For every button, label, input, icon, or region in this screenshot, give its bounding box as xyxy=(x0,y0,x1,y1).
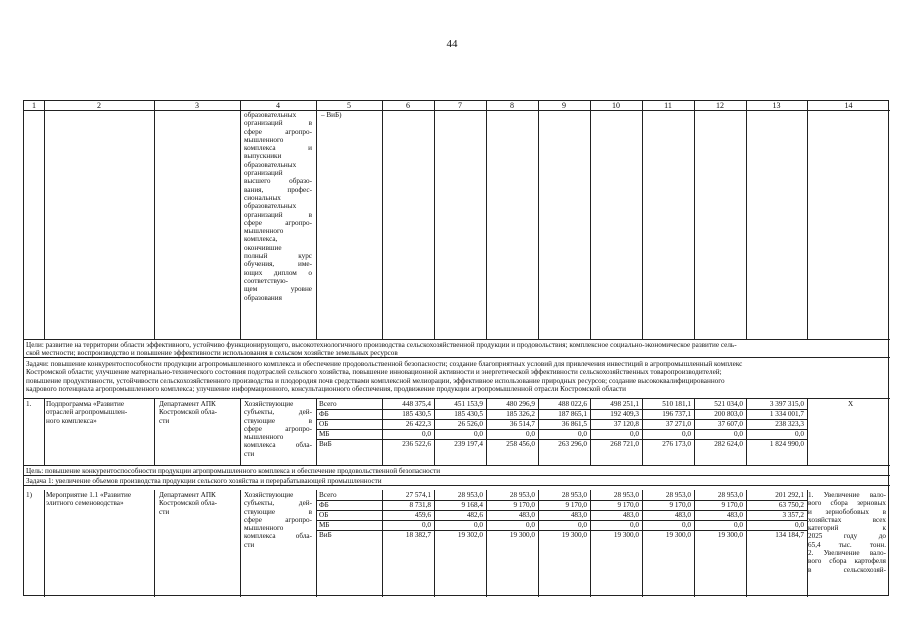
column-rule xyxy=(316,490,317,597)
subprogram-value-cell: 187 865,1 xyxy=(558,410,587,418)
subprogram-value-cell: 510 181,1 xyxy=(662,400,691,408)
measure-value-cell: 0,0 xyxy=(578,521,587,529)
column-rule xyxy=(154,490,155,597)
measure-source-0: Всего xyxy=(319,491,337,499)
measure-value-cell: 201 292,1 xyxy=(775,491,804,499)
subprogram-value-cell: 3 397 315,0 xyxy=(769,400,804,408)
measure-value-cell: 482,6 xyxy=(466,511,483,519)
measure-value-cell: 459,6 xyxy=(414,511,431,519)
measure-value-cell: 483,0 xyxy=(726,511,743,519)
measure-value-cell: 483,0 xyxy=(518,511,535,519)
measure-executor: Департамент АПК Костромской обла- сти xyxy=(159,491,218,516)
table-rule xyxy=(24,475,890,476)
subprogram-value-cell: 0,0 xyxy=(526,430,535,438)
subprogram-value-cell: 196 737,1 xyxy=(662,410,691,418)
program-table xyxy=(23,100,889,596)
column-rule xyxy=(154,399,155,465)
column-rule xyxy=(807,101,808,339)
measure-value-cell: 63 750,2 xyxy=(778,501,804,509)
measure-value-cell: 28 953,0 xyxy=(717,491,743,499)
column-rule xyxy=(382,101,383,339)
measure-value-cell: 8 731,8 xyxy=(409,501,431,509)
column-header-1: 1 xyxy=(32,101,36,110)
measure-value-cell: 0,0 xyxy=(526,521,535,529)
subprogram-source-4: ВиБ xyxy=(319,440,332,448)
column-header-4: 4 xyxy=(276,101,280,110)
subprogram-value-cell: 185 430,5 xyxy=(402,410,431,418)
measure-source-1: ФБ xyxy=(319,501,329,509)
subprogram-value-cell: 26 422,3 xyxy=(405,420,431,428)
column-rule xyxy=(642,101,643,339)
subprogram-value-cell: 521 034,0 xyxy=(714,400,743,408)
measure-value-cell: 19 300,0 xyxy=(561,531,587,539)
measure-source-2: ОБ xyxy=(319,511,329,519)
table-rule xyxy=(24,485,890,486)
subprogram-value-cell: 37 120,8 xyxy=(613,420,639,428)
task-1-text: Задача 1: увеличение объемов производства продукции сельского хозяйства и перерабатывающей промышленности xyxy=(26,477,382,485)
column-header-8: 8 xyxy=(510,101,514,110)
indicator-text-continued: образовательных организаций в сфере агропро- мышленного комплекса и выпускники образовательных организаций высшего образо- вания, профес- сиональных образовательных организаций в сфере агропро- мышленного комплекса, окончившие полный курс обучения, име- ющих диплом о соответствую- щем уровне образования xyxy=(244,111,312,302)
column-header-10: 10 xyxy=(612,101,620,110)
subprogram-value-cell: 0,0 xyxy=(682,430,691,438)
measure-value-cell: 483,0 xyxy=(570,511,587,519)
measure-value-cell: 9 170,0 xyxy=(565,501,587,509)
subprogram-value-cell: 0,0 xyxy=(795,430,804,438)
subprogram-value-cell: 0,0 xyxy=(422,430,431,438)
column-rule xyxy=(44,490,45,597)
subprogram-executor: Департамент АПК Костромской обла- сти xyxy=(159,400,218,425)
subprogram-value-cell: 0,0 xyxy=(630,430,639,438)
column-header-14: 14 xyxy=(844,101,853,110)
subprogram-value-cell: 268 721,0 xyxy=(610,440,639,448)
measure-value-cell: 9 168,4 xyxy=(461,501,483,509)
column-rule xyxy=(240,490,241,597)
measure-value-cell: 19 302,0 xyxy=(457,531,483,539)
subprogram-value-cell: 263 296,0 xyxy=(558,440,587,448)
measure-source-4: ВиБ xyxy=(319,531,332,539)
subprogram-value-cell: 185 326,2 xyxy=(506,410,535,418)
column-header-9: 9 xyxy=(562,101,566,110)
measure-name: Мероприятие 1.1 «Развитие элитного семеноводства» xyxy=(46,491,132,508)
column-header-13: 13 xyxy=(772,101,781,110)
subprogram-value-cell: 192 409,3 xyxy=(610,410,639,418)
measure-value-cell: 18 382,7 xyxy=(405,531,431,539)
subprogram-value-cell: 480 296,9 xyxy=(506,400,535,408)
subprogram-value-cell: 451 153,9 xyxy=(454,400,483,408)
subprogram-value-cell: 1 334 001,7 xyxy=(769,410,804,418)
measure-value-cell: 9 170,0 xyxy=(513,501,535,509)
table-rule xyxy=(24,465,890,466)
measure-value-cell: 0,0 xyxy=(734,521,743,529)
tasks-text: Задачи: повышение конкурентоспособности продукции агропромышленного комплекса и обеспечение продовольственной безопасности; создание благоприятных условий для привлечения инвестиций в агропромышленный комплекс Костромской области; улучшение материально-технического состояния подотраслей сельского хозяйства, повышение инновационной активности и энергетической эффективности сельскохозяйственных товаропроизводителей; повышение продуктивности, устойчивости сельскохозяйственного производства и плодородия почв средствами комплексной мелиорации, эффективное использование природных ресурсов; создание высококвалифицированного кадрового потенциала агропромышленного комплекса; улучшение информационного, консультационного обеспечения, продвижение продукции агропромышленной отрасли Костромской области xyxy=(26,360,743,393)
measure-value-cell: 483,0 xyxy=(622,511,639,519)
measure-value-cell: 28 953,0 xyxy=(457,491,483,499)
subprogram-value-cell: 0,0 xyxy=(474,430,483,438)
column-header-6: 6 xyxy=(406,101,410,110)
measure-value-cell: 19 300,0 xyxy=(717,531,743,539)
column-rule xyxy=(590,101,591,339)
column-header-2: 2 xyxy=(97,101,101,110)
measure-value-cell: 9 170,0 xyxy=(669,501,691,509)
subprogram-value-cell: 0,0 xyxy=(578,430,587,438)
subprogram-value-cell: 185 430,5 xyxy=(454,410,483,418)
column-rule xyxy=(486,101,487,339)
column-rule xyxy=(807,490,808,597)
subprogram-value-cell: 36 861,5 xyxy=(561,420,587,428)
column-header-12: 12 xyxy=(716,101,724,110)
subprogram-number: 1. xyxy=(26,400,32,408)
column-rule xyxy=(746,101,747,339)
measure-value-cell: 9 170,0 xyxy=(617,501,639,509)
measure-value-cell: 28 953,0 xyxy=(561,491,587,499)
subprogram-value-cell: 498 251,1 xyxy=(610,400,639,408)
subprogram-value-cell: 26 526,0 xyxy=(457,420,483,428)
measure-expected-result: 1. Увеличение вало- вого сбора зерновых и зернобобовых в хозяйствах всех категорий к 2025 году до 65,4 тыс. тонн. 2. Увеличение вало- вого сбора картофеля в сельскохозяй- xyxy=(808,491,886,574)
measure-number: 1) xyxy=(26,491,32,499)
table-rule xyxy=(24,357,890,358)
column-rule xyxy=(44,101,45,339)
measure-value-cell: 0,0 xyxy=(682,521,691,529)
goals-text: Цели: развитие на территории области эффективного, устойчиво функционирующего, высокотехнологичного производства сельскохозяйственной продукции и продовольствия; комплексное социально-экономическое развитие сель- ской местности; воспроизводство и повышение эффективности использования в сельском хозяйстве земельных ресурсов xyxy=(26,341,737,358)
column-header-7: 7 xyxy=(458,101,462,110)
subprogram-source-2: ОБ xyxy=(319,420,329,428)
measure-participants: Хозяйствующие субъекты, дей- ствующие в сфере агропро- мышленного комплекса обла- сти xyxy=(244,491,312,549)
subprogram-source-0: Всего xyxy=(319,400,337,408)
subprogram-value-cell: 488 022,6 xyxy=(558,400,587,408)
column-rule xyxy=(538,101,539,339)
subprogram-name: Подпрограмма «Развитие отраслей агропромышлен- ного комплекса» xyxy=(46,400,128,425)
column-rule xyxy=(316,101,317,339)
column-header-3: 3 xyxy=(195,101,199,110)
measure-value-cell: 0,0 xyxy=(474,521,483,529)
measure-value-cell: 9 170,0 xyxy=(721,501,743,509)
subprogram-participants: Хозяйствующие субъекты, дей- ствующие в сфере агропро- мышленного комплекса обла- сти xyxy=(244,400,312,458)
subprogram-source-1: ФБ xyxy=(319,410,329,418)
subprogram-value-cell: 238 323,3 xyxy=(775,420,804,428)
table-rule xyxy=(24,339,890,340)
column-rule xyxy=(434,101,435,339)
measure-value-cell: 0,0 xyxy=(422,521,431,529)
column-rule xyxy=(694,101,695,339)
page-number: 44 xyxy=(446,38,458,50)
measure-value-cell: 134 184,7 xyxy=(775,531,804,539)
subprogram-value-cell: 258 456,0 xyxy=(506,440,535,448)
column-header-5: 5 xyxy=(347,101,351,110)
measure-value-cell: 0,0 xyxy=(630,521,639,529)
subprogram-value-cell: 448 375,4 xyxy=(402,400,431,408)
subprogram-value-cell: 36 514,7 xyxy=(509,420,535,428)
measure-value-cell: 27 574,1 xyxy=(405,491,431,499)
measure-value-cell: 19 300,0 xyxy=(665,531,691,539)
subprogram-value-cell: 236 522,6 xyxy=(402,440,431,448)
subprogram-value-cell: 276 173,0 xyxy=(662,440,691,448)
measure-value-cell: 28 953,0 xyxy=(665,491,691,499)
column-rule xyxy=(807,399,808,465)
measure-value-cell: 19 300,0 xyxy=(613,531,639,539)
column-header-11: 11 xyxy=(664,101,672,110)
column-rule xyxy=(240,101,241,339)
measure-value-cell: 483,0 xyxy=(674,511,691,519)
column-rule xyxy=(44,399,45,465)
measure-value-cell: 28 953,0 xyxy=(509,491,535,499)
goal-2-text: Цель: повышение конкурентоспособности продукции агропромышленного комплекса и обеспечение продовольственной безопасности xyxy=(26,467,441,475)
measure-value-cell: 3 357,2 xyxy=(782,511,804,519)
subprogram-value-cell: 200 803,0 xyxy=(714,410,743,418)
subprogram-value-cell: 239 197,4 xyxy=(454,440,483,448)
subprogram-value-cell: 37 271,0 xyxy=(665,420,691,428)
column-rule xyxy=(154,101,155,339)
subprogram-value-cell: 0,0 xyxy=(734,430,743,438)
measure-value-cell: 28 953,0 xyxy=(613,491,639,499)
subprogram-source-3: МБ xyxy=(319,430,330,438)
subprogram-result: Х xyxy=(848,400,854,408)
subprogram-value-cell: 282 624,0 xyxy=(714,440,743,448)
subprogram-value-cell: 1 824 990,0 xyxy=(769,440,804,448)
source-text-continued: – ВиБ) xyxy=(321,111,342,119)
subprogram-value-cell: 37 607,0 xyxy=(717,420,743,428)
measure-value-cell: 19 300,0 xyxy=(509,531,535,539)
table-rule xyxy=(24,398,890,399)
column-rule xyxy=(240,399,241,465)
measure-value-cell: 0,0 xyxy=(795,521,804,529)
measure-source-3: МБ xyxy=(319,521,330,529)
